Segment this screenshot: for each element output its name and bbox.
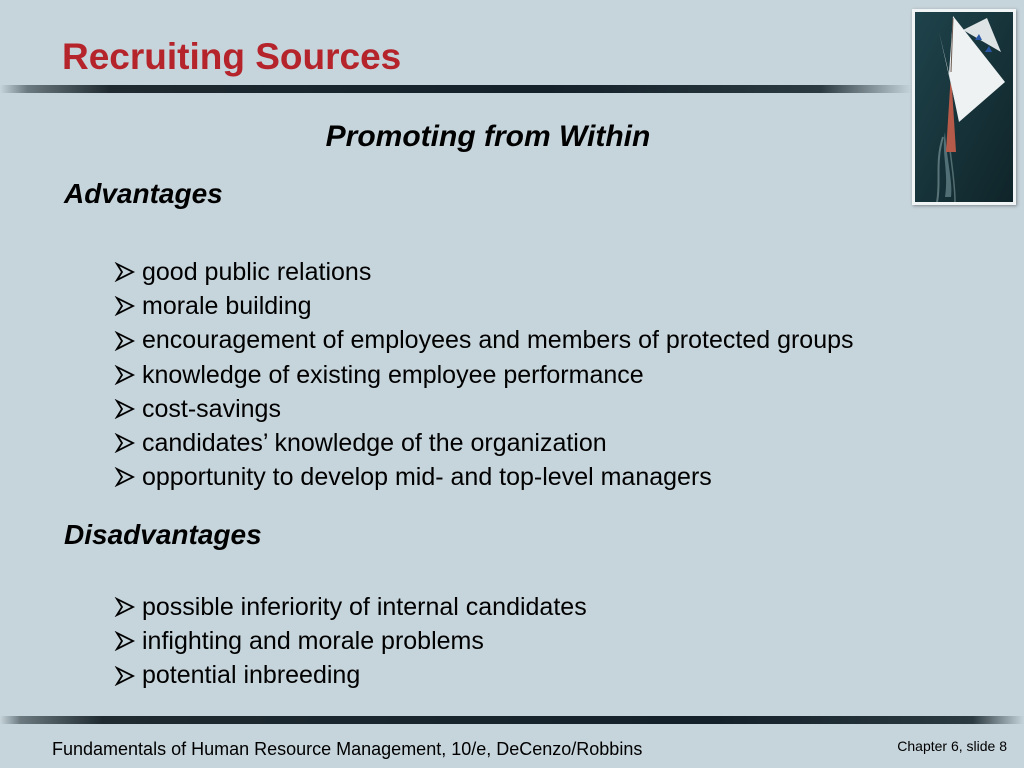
list-item bbox=[114, 624, 587, 658]
list-item bbox=[114, 392, 854, 426]
list-item-text: opportunity to develop mid- and top-level managers bbox=[142, 463, 712, 492]
arrowhead-bullet-icon bbox=[114, 399, 142, 419]
footer-divider bbox=[0, 716, 1024, 724]
list-item bbox=[114, 460, 854, 494]
list-item bbox=[114, 658, 587, 692]
arrowhead-bullet-icon bbox=[114, 597, 142, 617]
list-item bbox=[114, 289, 854, 323]
list-item-text: possible inferiority of internal candidates bbox=[142, 593, 587, 621]
footer-citation: Fundamentals of Human Resource Management, 10/e, DeCenzo/Robbins bbox=[52, 739, 643, 759]
sailboat-photo bbox=[912, 9, 1016, 205]
list-item bbox=[114, 590, 587, 624]
list-item bbox=[114, 255, 854, 289]
arrowhead-bullet-icon bbox=[114, 296, 142, 316]
title-divider bbox=[0, 85, 912, 93]
disadvantages-heading: Disadvantages bbox=[64, 519, 262, 550]
arrowhead-bullet-icon bbox=[114, 666, 142, 686]
list-item-text: knowledge of existing employee performance bbox=[142, 360, 644, 389]
list-item-text: encouragement of employees and members of protected groups bbox=[142, 326, 854, 355]
arrowhead-bullet-icon bbox=[114, 365, 142, 385]
list-item-text: infighting and morale problems bbox=[142, 627, 484, 656]
slide-subtitle: Promoting from Within bbox=[325, 120, 651, 153]
list-item-text: candidates’ knowledge of the organization bbox=[142, 429, 607, 458]
list-item-text: good public relations bbox=[142, 258, 372, 286]
list-item-text: morale building bbox=[142, 292, 312, 321]
disadvantages-list bbox=[114, 590, 587, 693]
advantages-heading: Advantages bbox=[64, 178, 223, 209]
slide-number: Chapter 6, slide 8 bbox=[897, 738, 1007, 754]
slide-title: Recruiting Sources bbox=[62, 36, 402, 77]
arrowhead-bullet-icon bbox=[114, 433, 142, 453]
arrowhead-bullet-icon bbox=[114, 262, 142, 282]
list-item bbox=[114, 358, 854, 392]
list-item-text: cost-savings bbox=[142, 394, 281, 423]
arrowhead-bullet-icon bbox=[114, 331, 142, 351]
arrowhead-bullet-icon bbox=[114, 467, 142, 487]
advantages-list bbox=[114, 255, 854, 494]
sailboat-icon bbox=[915, 12, 1013, 202]
list-item-text: potential inbreeding bbox=[142, 661, 361, 690]
list-item bbox=[114, 426, 854, 460]
arrowhead-bullet-icon bbox=[114, 631, 142, 651]
list-item bbox=[114, 323, 854, 357]
